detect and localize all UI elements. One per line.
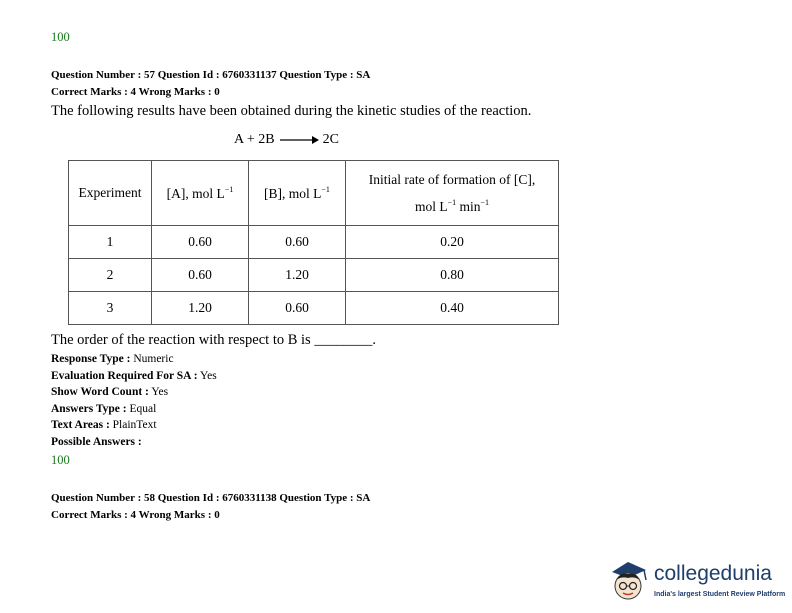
- cell-a-conc: 0.60: [152, 259, 249, 292]
- cell-b-conc: 0.60: [249, 292, 346, 325]
- q57-header: Question Number : 57 Question Id : 6760331137 Question Type : SA: [51, 69, 371, 81]
- q58-header: Question Number : 58 Question Id : 6760331138 Question Type : SA: [51, 492, 371, 504]
- kinetics-table: [68, 160, 559, 325]
- table-header-row: [69, 161, 559, 226]
- cell-experiment: 1: [69, 226, 152, 259]
- q57-answer: 100: [51, 453, 70, 467]
- q57-intro: The following results have been obtained during the kinetic studies of the reaction.: [51, 103, 532, 119]
- cell-rate: 0.40: [346, 292, 559, 325]
- cell-rate: 0.80: [346, 259, 559, 292]
- header-experiment: Experiment: [69, 161, 152, 226]
- brand-tagline: India's largest Student Review Platform: [654, 591, 786, 598]
- q58-marks: Correct Marks : 4 Wrong Marks : 0: [51, 509, 220, 521]
- meta-show-word-count: Show Word Count : Yes: [51, 386, 169, 398]
- table-row: [69, 259, 559, 292]
- meta-text-areas: Text Areas : PlainText: [51, 419, 157, 431]
- table-row: [69, 226, 559, 259]
- brand-name: collegedunia: [654, 562, 772, 585]
- reaction-arrow-icon: [279, 135, 319, 145]
- previous-answer: 100: [51, 30, 70, 44]
- cell-experiment: 2: [69, 259, 152, 292]
- meta-possible-answers: Possible Answers :: [51, 436, 142, 448]
- meta-answers-type: Answers Type : Equal: [51, 403, 157, 415]
- cell-b-conc: 0.60: [249, 226, 346, 259]
- cell-experiment: 3: [69, 292, 152, 325]
- header-initial-rate: Initial rate of formation of [C], mol $L^{-1}$ $\min^{-1}$: [346, 161, 559, 226]
- cell-a-conc: 0.60: [152, 226, 249, 259]
- table-row: [69, 292, 559, 325]
- reaction-equation: [234, 132, 339, 148]
- cell-rate: 0.20: [346, 226, 559, 259]
- reaction-products: 2C: [322, 132, 339, 147]
- header-b-conc: [B], mol $L^{-1}$: [249, 161, 346, 226]
- collegedunia-logo: [606, 556, 792, 610]
- q57-question: The order of the reaction with respect to B is ________.: [51, 332, 376, 348]
- cell-a-conc: 1.20: [152, 292, 249, 325]
- meta-evaluation-required: Evaluation Required For SA : Yes: [51, 370, 217, 382]
- meta-response-type: Response Type : Numeric: [51, 353, 174, 365]
- cell-b-conc: 1.20: [249, 259, 346, 292]
- q57-marks: Correct Marks : 4 Wrong Marks : 0: [51, 86, 220, 98]
- mascot-icon: [606, 556, 650, 608]
- header-a-conc: [A], mol $L^{-1}$: [152, 161, 249, 226]
- reaction-reactants: A + 2B: [234, 132, 275, 147]
